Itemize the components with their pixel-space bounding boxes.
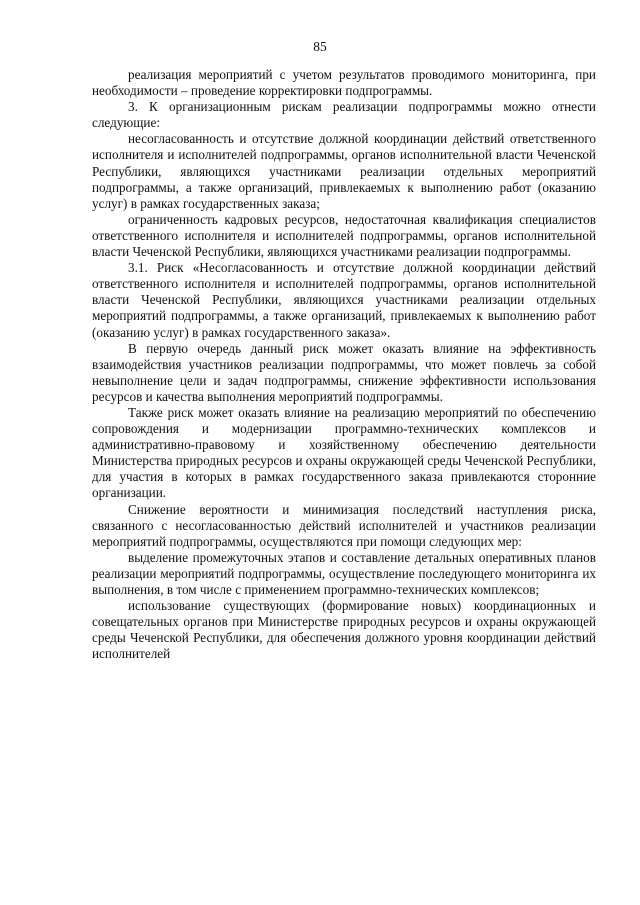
paragraph-mitigation-intro: Снижение вероятности и минимизация последствий наступления риска, связанного с несогласованностью действий исполнителей и участников реализации мероприятий подпрограммы, осуществляются при помощи следующих мер: xyxy=(92,501,596,549)
page-number: 85 xyxy=(313,39,327,54)
paragraph-impact: В первую очередь данный риск может оказать влияние на эффективность взаимодействия участников реализации подпрограммы, что может повлечь за собой невыполнение цели и задач подпрограммы, снижение эффективности использования ресурсов и качества выполнения мероприятий подпрограммы. xyxy=(92,340,596,404)
paragraph-section-3-1: 3.1. Риск «Несогласованность и отсутствие должной координации действий ответственного исполнителя и исполнителей подпрограммы, органов исполнительной власти Чеченской Республики, являющихся участниками реализации отдельных мероприятий подпрограммы, а также организаций, привлекаемых к выполнению работ (оказанию услуг) в рамках государственного заказа». xyxy=(92,260,596,340)
paragraph-measure-stages: выделение промежуточных этапов и составление детальных оперативных планов реализации мероприятий подпрограммы, осуществление последующего мониторинга их выполнения, в том числе с применением программно-технических комплексов; xyxy=(92,549,596,597)
paragraph-impact-ministry: Также риск может оказать влияние на реализацию мероприятий по обеспечению сопровождения и модернизации программно-технических комплексов и административно-правовому и хозяйственному обеспечению деятельности Министерства природных ресурсов и охраны окружающей среды Чеченской Республики, для участия в которых в рамках государственного заказа привлекаются сторонние организации. xyxy=(92,404,596,501)
paragraph-risk-staff: ограниченность кадровых ресурсов, недостаточная квалификация специалистов ответственного исполнителя и исполнителей подпрограммы, органов исполнительной власти Чеченской Республики, являющихся участниками реализации подпрограммы. xyxy=(92,211,596,260)
document-body xyxy=(92,67,596,662)
paragraph-section-3-intro: 3. К организационным рискам реализации подпрограммы можно отнести следующие: xyxy=(92,99,596,131)
paragraph-measure-bodies: использование существующих (формирование новых) координационных и совещательных органов при Министерстве природных ресурсов и охраны окружающей среды Чеченской Республики, для обеспечения должного уровня координации действий исполнителей xyxy=(92,598,596,662)
paragraph-risk-coordination: несогласованность и отсутствие должной координации действий ответственного исполнителя и исполнителей подпрограммы, органов исполнительной власти Чеченской Республики, являющихся участниками реализации отдельных мероприятий подпрограммы, а также организаций, привлекаемых к выполнению работ (оказанию услуг) в рамках государственных заказа; xyxy=(92,131,596,211)
paragraph-continuation: реализация мероприятий с учетом результатов проводимого мониторинга, при необходимости – проведение корректировки подпрограммы. xyxy=(92,67,596,99)
